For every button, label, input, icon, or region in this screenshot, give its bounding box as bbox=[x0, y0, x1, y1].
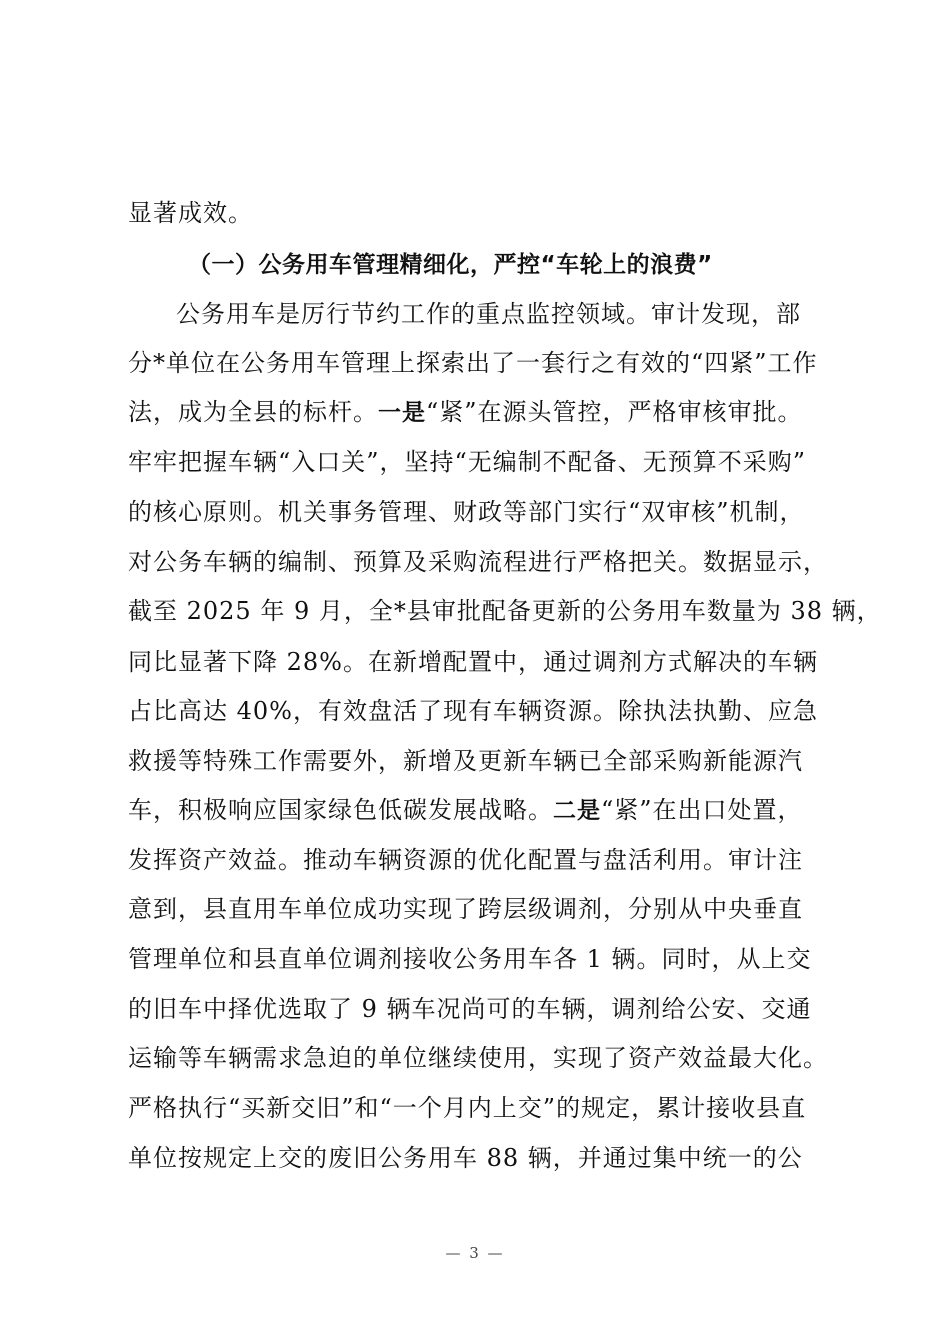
paragraph-line: 运输等车辆需求急迫的单位继续使用，实现了资产效益最大化。 bbox=[128, 1044, 828, 1072]
page-number: — 3 — bbox=[445, 1244, 505, 1262]
paragraph-line: 管理单位和县直单位调剂接收公务用车各 1 辆。同时，从上交 bbox=[128, 945, 812, 973]
paragraph-line: 对公务车辆的编制、预算及采购流程进行严格把关。数据显示， bbox=[128, 548, 828, 576]
section-heading: （一）公务用车管理精细化，严控“车轮上的浪费” bbox=[188, 252, 713, 278]
paragraph-line: 占比高达 40%，有效盘活了现有车辆资源。除执法执勤、应急 bbox=[128, 697, 818, 725]
paragraph-line: 单位按规定上交的废旧公务用车 88 辆，并通过集中统一的公 bbox=[128, 1144, 803, 1172]
paragraph-line: 截至 2025 年 9 月，全*县审批配备更新的公务用车数量为 38 辆， bbox=[128, 597, 882, 625]
line-text: “紧”在源头管控，严格审核审批。 bbox=[426, 398, 803, 426]
bold-marker: 一是 bbox=[378, 400, 426, 426]
paragraph-line: 显著成效。 bbox=[128, 199, 253, 227]
paragraph-line: 公务用车是厉行节约工作的重点监控领域。审计发现，部 bbox=[176, 300, 801, 328]
line-text: 法，成为全县的标杆。 bbox=[128, 398, 378, 426]
line-text: “紧”在出口处置， bbox=[601, 796, 803, 824]
paragraph-line: 意到，县直用车单位成功实现了跨层级调剂，分别从中央垂直 bbox=[128, 895, 803, 923]
paragraph-line: 发挥资产效益。推动车辆资源的优化配置与盘活利用。审计注 bbox=[128, 846, 803, 874]
paragraph-line bbox=[128, 795, 828, 826]
paragraph-line: 的核心原则。机关事务管理、财政等部门实行“双审核”机制， bbox=[128, 498, 805, 526]
paragraph-line: 严格执行“买新交旧”和“一个月内上交”的规定，累计接收县直 bbox=[128, 1094, 807, 1122]
paragraph-line: 牢牢把握车辆“入口关”，坚持“无编制不配备、无预算不采购” bbox=[128, 448, 807, 476]
paragraph-line: 分*单位在公务用车管理上探索出了一套行之有效的“四紧”工作 bbox=[128, 349, 818, 377]
paragraph-line: 救援等特殊工作需要外，新增及更新车辆已全部采购新能源汽 bbox=[128, 747, 803, 775]
paragraph-line bbox=[128, 397, 828, 428]
line-text: 车，积极响应国家绿色低碳发展战略。 bbox=[128, 796, 553, 824]
bold-marker: 二是 bbox=[553, 798, 601, 824]
paragraph-line: 同比显著下降 28%。在新增配置中，通过调剂方式解决的车辆 bbox=[128, 648, 818, 676]
paragraph-line: 的旧车中择优选取了 9 辆车况尚可的车辆，调剂给公安、交通 bbox=[128, 995, 812, 1023]
